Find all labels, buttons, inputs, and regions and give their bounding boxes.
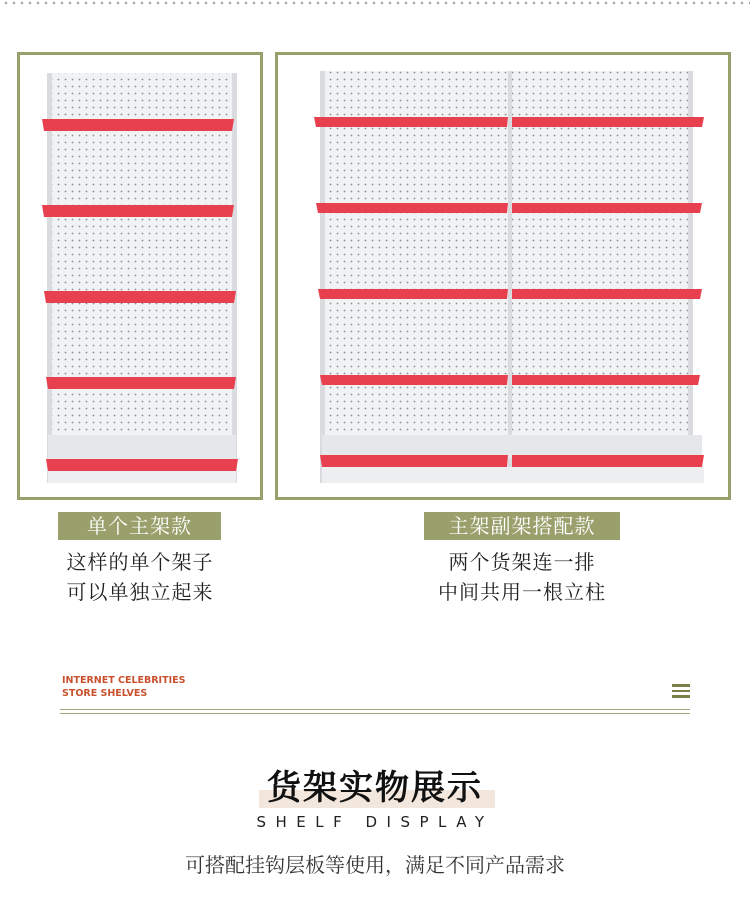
- section-title: 货架实物展示: [267, 768, 483, 808]
- divider: [60, 709, 690, 714]
- single-shelf-illustration: [20, 55, 260, 497]
- combo-shelf-illustration: [278, 55, 728, 497]
- single-shelf-photo: [17, 52, 263, 500]
- combo-shelf-caption-2: 中间共用一根立柱: [438, 580, 606, 604]
- brand-line-2: STORE SHELVES: [62, 688, 148, 699]
- section-description: 可搭配挂钩层板等使用，满足不同产品需求: [185, 853, 565, 877]
- brand-label: [62, 674, 185, 700]
- brand-line-1: INTERNET CELEBRITIES: [62, 675, 186, 686]
- dotted-border: [0, 0, 750, 6]
- combo-shelf-photo: [275, 52, 731, 500]
- section-subtitle: SHELF DISPLAY: [256, 813, 494, 831]
- combo-shelf-caption-1: 两个货架连一排: [448, 550, 596, 574]
- menu-icon[interactable]: [672, 684, 690, 698]
- combo-shelf-tag: 主架副架搭配款: [424, 512, 620, 540]
- single-shelf-caption-1: 这样的单个架子: [66, 550, 214, 574]
- single-shelf-caption-2: 可以单独立起来: [66, 580, 214, 604]
- single-shelf-tag: 单个主架款: [58, 512, 221, 540]
